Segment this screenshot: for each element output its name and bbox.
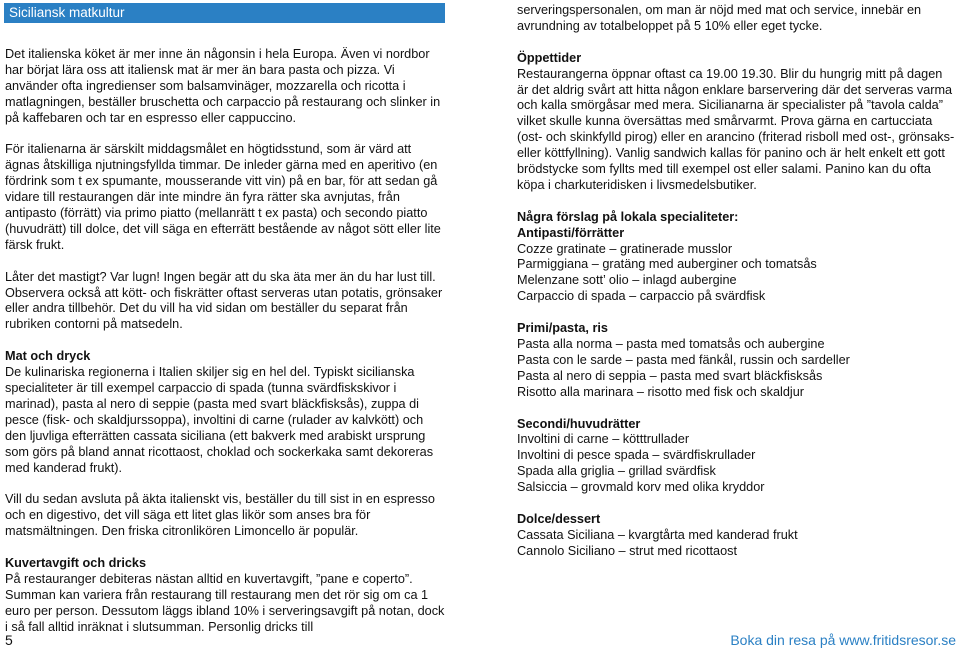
list-item: Cassata Siciliana – kvargtårta med kanderad frukt — [517, 527, 798, 542]
specialties-list — [517, 210, 957, 560]
group-heading: Secondi/huvudrätter — [517, 416, 641, 431]
section-title: Siciliansk matkultur — [4, 3, 445, 23]
list-item: Cannolo Siciliano – strut med ricottaost — [517, 543, 738, 558]
group-heading: Dolce/dessert — [517, 511, 601, 526]
digestivo-paragraph: Vill du sedan avsluta på äkta italienskt vis, beställer du till sist in en espresso och en digestivo, det vill säga ett litet glas likör som anses bra för matsmältningen. Den friska citronlikören Limoncello är populär. — [5, 492, 435, 539]
specialty-group — [517, 512, 957, 560]
specialty-group — [517, 321, 957, 401]
booking-link[interactable]: Boka din resa på www.fritidsresor.se — [730, 632, 956, 648]
section-heading: Mat och dryck — [5, 349, 91, 364]
section-heading: Kuvertavgift och dricks — [5, 555, 147, 570]
list-item: Cozze gratinate – gratinerade musslor — [517, 241, 733, 256]
specialty-group — [517, 417, 957, 497]
section-body: Restaurangerna öppnar oftast ca 19.00 19.30. Blir du hungrig mitt på dagen är det aldrig svårt att hitta någon enklare barservering där det serveras varma och kalla smörgåsar med mera. Sicilianarna är specialister på ”tavola calda” vilket skulle kunna översättas med smårvarmt. Prova gärna en cartucciata (ost- och skinkfylld pirog) eller en arancino (friterad risboll med ost-, grönsaks- eller köttfyllning). Vanlig sandwich kallas för panino och är helt enkelt ett gott brödstycke som fyllts med till exempel ost eller salami. Panino kan du ofta köpa i charkuteridisken i livsmedelsbutiker. — [517, 66, 955, 192]
group-heading: Antipasti/förrätter — [517, 225, 625, 240]
list-item: Risotto alla marinara – risotto med fisk och skaldjur — [517, 384, 804, 399]
list-item: Parmiggiana – gratäng med auberginer och tomatsås — [517, 257, 817, 272]
tipping-continuation: serveringspersonalen, om man är nöjd med mat och service, innebär en avrundning av totalbeloppet på 5 10% eller eget tycke. — [517, 3, 922, 33]
list-item: Involtini di pesce spada – svärdfiskrullader — [517, 448, 756, 463]
section-heading: Öppettider — [517, 50, 582, 65]
section-body: De kulinariska regionerna i Italien skiljer sig en hel del. Typiskt sicilianska specialiteter är till exempel carpaccio di spada (tunna svärdfiskskivor i marinad), pasta al nero di seppie (pasta med svart bläckfisksås), zuppa di pesce (fisk- och skaldjurssoppa), involtini di carne (rulader av kalvkött) och den ljuvliga efterrätten cassata siciliana (ett bakverk med arabiskt ursprung som görs på bland annat ricottaost, choklad och sockerkaka samt dekoreras med kanderad frukt). — [5, 365, 434, 475]
group-heading: Primi/pasta, ris — [517, 321, 608, 336]
food-drink-section — [5, 349, 445, 476]
left-column — [5, 47, 445, 651]
specialties-title: Några förslag på lokala specialiteter: — [517, 209, 739, 224]
specialty-group — [517, 226, 957, 306]
list-item: Involtini di carne – kötttrullader — [517, 432, 690, 447]
list-item: Carpaccio di spada – carpaccio på svärdfisk — [517, 289, 766, 304]
list-item: Spada alla griglia – grillad svärdfisk — [517, 464, 716, 479]
side-dishes-paragraph: Låter det mastigt? Var lugn! Ingen begär att du ska äta mer än du har lust till. Observera också att kött- och fiskrätter oftast serveras utan potatis, grönsaker eller andra tillbehör. Det du vill ha vid sidan om beställer du separat från rubriken contorni på matsedeln. — [5, 269, 443, 332]
list-item: Pasta al nero di seppia – pasta med svart bläckfisksås — [517, 368, 823, 383]
opening-hours-section — [517, 51, 957, 194]
section-body: På restauranger debiteras nästan alltid en kuvertavgift, ”pane e coperto”. Summan kan variera från restaurang till restaurang men det rör sig om ca 1 euro per person. Dessutom läggs ibland 10% i serveringsavgift på notan, dock i så fall alltid inräknat i slutsumman. Personlig dricks till — [5, 571, 445, 634]
list-item: Pasta con le sarde – pasta med fänkål, russin och sardeller — [517, 352, 850, 367]
list-item: Pasta alla norma – pasta med tomatsås och aubergine — [517, 336, 825, 351]
right-column — [517, 3, 957, 576]
cover-charge-section — [5, 556, 445, 636]
page-number: 5 — [5, 632, 13, 648]
intro-paragraph: Det italienska köket är mer inne än någonsin i hela Europa. Även vi nordbor har börjat lära oss att italiensk mat är mer än bara pasta och pizza. Vi använder ofta ingredienser som balsamvinäger, mozzarella och ricotta i matlagningen, beställer bruschetta och carpaccio på restaurang och slinker in på kaffebaren och tar en espresso eller cappuccino. — [5, 47, 441, 125]
list-item: Melenzane sott’ olio – inlagd aubergine — [517, 273, 737, 288]
dinner-paragraph: För italienarna är särskilt middagsmålet en högtidsstund, som är värd att ägnas åtskilliga njutningsfyllda timmar. De inleder gärna med en aperitivo (en fördrink som t ex spumante, mousserande vitt vin) på en bar, för att sedan gå vidare till restaurangen där inte mindre än fyra rätter ska avnjutas, från antipasto (förrätt) via primo piatto (mellanrätt t ex pasta) och secondo piatto (huvudrätt) till dolce, det vill säga en efterrätt bestående av något sött eller lite färsk frukt. — [5, 142, 441, 252]
list-item: Salsiccia – grovmald korv med olika kryddor — [517, 480, 765, 495]
